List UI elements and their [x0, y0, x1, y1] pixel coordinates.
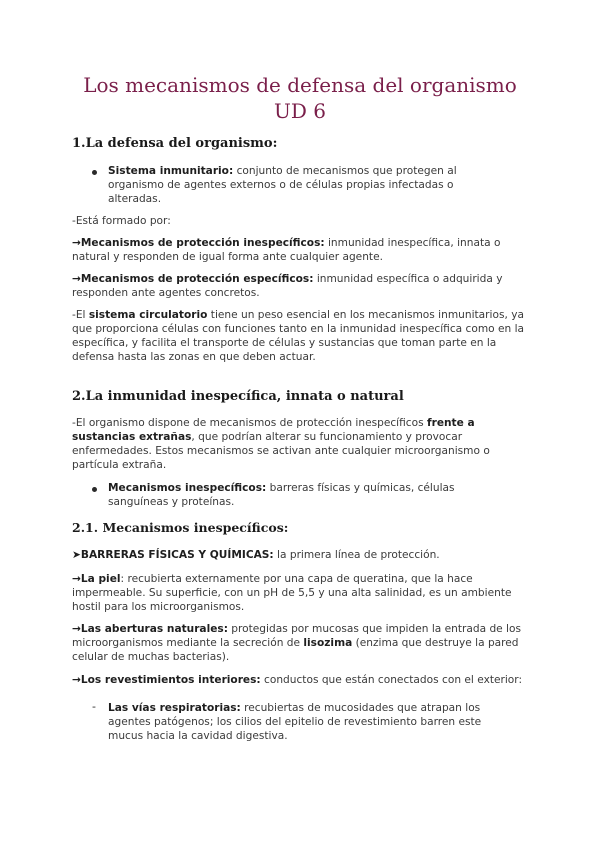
- paragraph-especificos: [72, 272, 528, 300]
- paragraph-revestimientos: [72, 673, 528, 687]
- label: Los revestimientos interiores:: [80, 674, 261, 686]
- text: conductos que están conectados con el exterior:: [260, 674, 523, 686]
- label: Mecanismos de protección inespecíficos:: [80, 237, 325, 249]
- bullet-mecanismos-inespecificos: [108, 481, 508, 509]
- bullet-dot: [92, 487, 97, 492]
- paragraph-sistema-circulatorio: [72, 308, 528, 364]
- title-line-1: Los mecanismos de defensa del organismo: [83, 73, 517, 97]
- bold-text: frente a sustancias extrañas: [72, 417, 475, 443]
- bullet-label: Sistema inmunitario:: [108, 165, 234, 177]
- title-line-2: UD 6: [274, 99, 326, 123]
- bullet-vias-respiratorias: [108, 701, 508, 743]
- arrow-icon: →: [72, 273, 81, 285]
- formed-by-text: -Está formado por:: [72, 215, 171, 227]
- bullet-text: conjunto de mecanismos que protegen al organismo de agentes externos o de células propias infectadas o alteradas.: [108, 165, 457, 205]
- label: Mecanismos de protección específicos:: [80, 273, 314, 285]
- paragraph-organismo: [72, 416, 528, 472]
- dash-bullet: -: [92, 700, 96, 713]
- paragraph-inespecificos: [72, 236, 528, 264]
- bullet-text: barreras físicas y químicas, células sanguíneas y proteínas.: [108, 482, 455, 508]
- bullet-label: Las vías respiratorias:: [108, 702, 241, 714]
- label: sistema circulatorio: [88, 309, 208, 321]
- paragraph-piel: [72, 572, 528, 614]
- section-2-heading: 2.La inmunidad inespecífica, innata o natural: [72, 389, 404, 404]
- text: tiene un peso esencial en los mecanismos inmunitarios, ya que proporciona células con funciones tanto en la inmunidad inespecífica como en la específica, y facilita el transporte de células y sustancias que toman parte en la defensa hasta las zonas en que deben actuar.: [72, 309, 525, 363]
- text: : recubierta externamente por una capa de queratina, que la hace impermeable. Su superficie, con un pH de 5,5 y una alta salinidad, es un ambiente hostil para los microorganismos.: [72, 573, 512, 613]
- paragraph-barreras: [72, 548, 528, 562]
- text: inmunidad inespecífica, innata o natural y responden de igual forma ante cualquier agente.: [72, 237, 501, 263]
- section-1-heading: 1.La defensa del organismo:: [72, 136, 278, 151]
- arrow-icon: →: [72, 623, 81, 635]
- text: protegidas por mucosas que impiden la entrada de los microorganismos mediante la secreción de: [72, 623, 521, 649]
- arrowhead-icon: ➤: [72, 549, 81, 561]
- bullet-label: Mecanismos inespecíficos:: [108, 482, 267, 494]
- label: La piel: [80, 573, 121, 585]
- label: BARRERAS FÍSICAS Y QUÍMICAS:: [80, 549, 274, 561]
- arrow-icon: →: [72, 573, 81, 585]
- bullet-text: recubiertas de mucosidades que atrapan los agentes patógenos; los cilios del epitelio de revestimiento barren este mucus hacia la cavidad digestiva.: [108, 702, 482, 742]
- text: inmunidad específica o adquirida y responden ante agentes concretos.: [72, 273, 503, 299]
- label: Las aberturas naturales:: [80, 623, 228, 635]
- text: -El organismo dispone de mecanismos de protección inespecíficos: [72, 417, 427, 429]
- arrow-icon: →: [72, 237, 81, 249]
- text: -El: [72, 309, 89, 321]
- bullet-dot: [92, 170, 97, 175]
- paragraph-aberturas: [72, 622, 528, 664]
- bullet-sistema-inmunitario: [108, 164, 508, 206]
- section-2-1-heading: 2.1. Mecanismos inespecíficos:: [72, 520, 289, 535]
- arrow-icon: →: [72, 674, 81, 686]
- text: (enzima que destruye la pared celular de muchas bacterias).: [72, 637, 519, 663]
- document-title: [60, 72, 540, 124]
- text: , que podrían alterar su funcionamiento y provocar enfermedades. Estos mecanismos se activan ante cualquier microorganismo o partícula extraña.: [72, 431, 490, 471]
- bold-text: lisozima: [303, 637, 353, 649]
- text: la primera línea de protección.: [273, 549, 440, 561]
